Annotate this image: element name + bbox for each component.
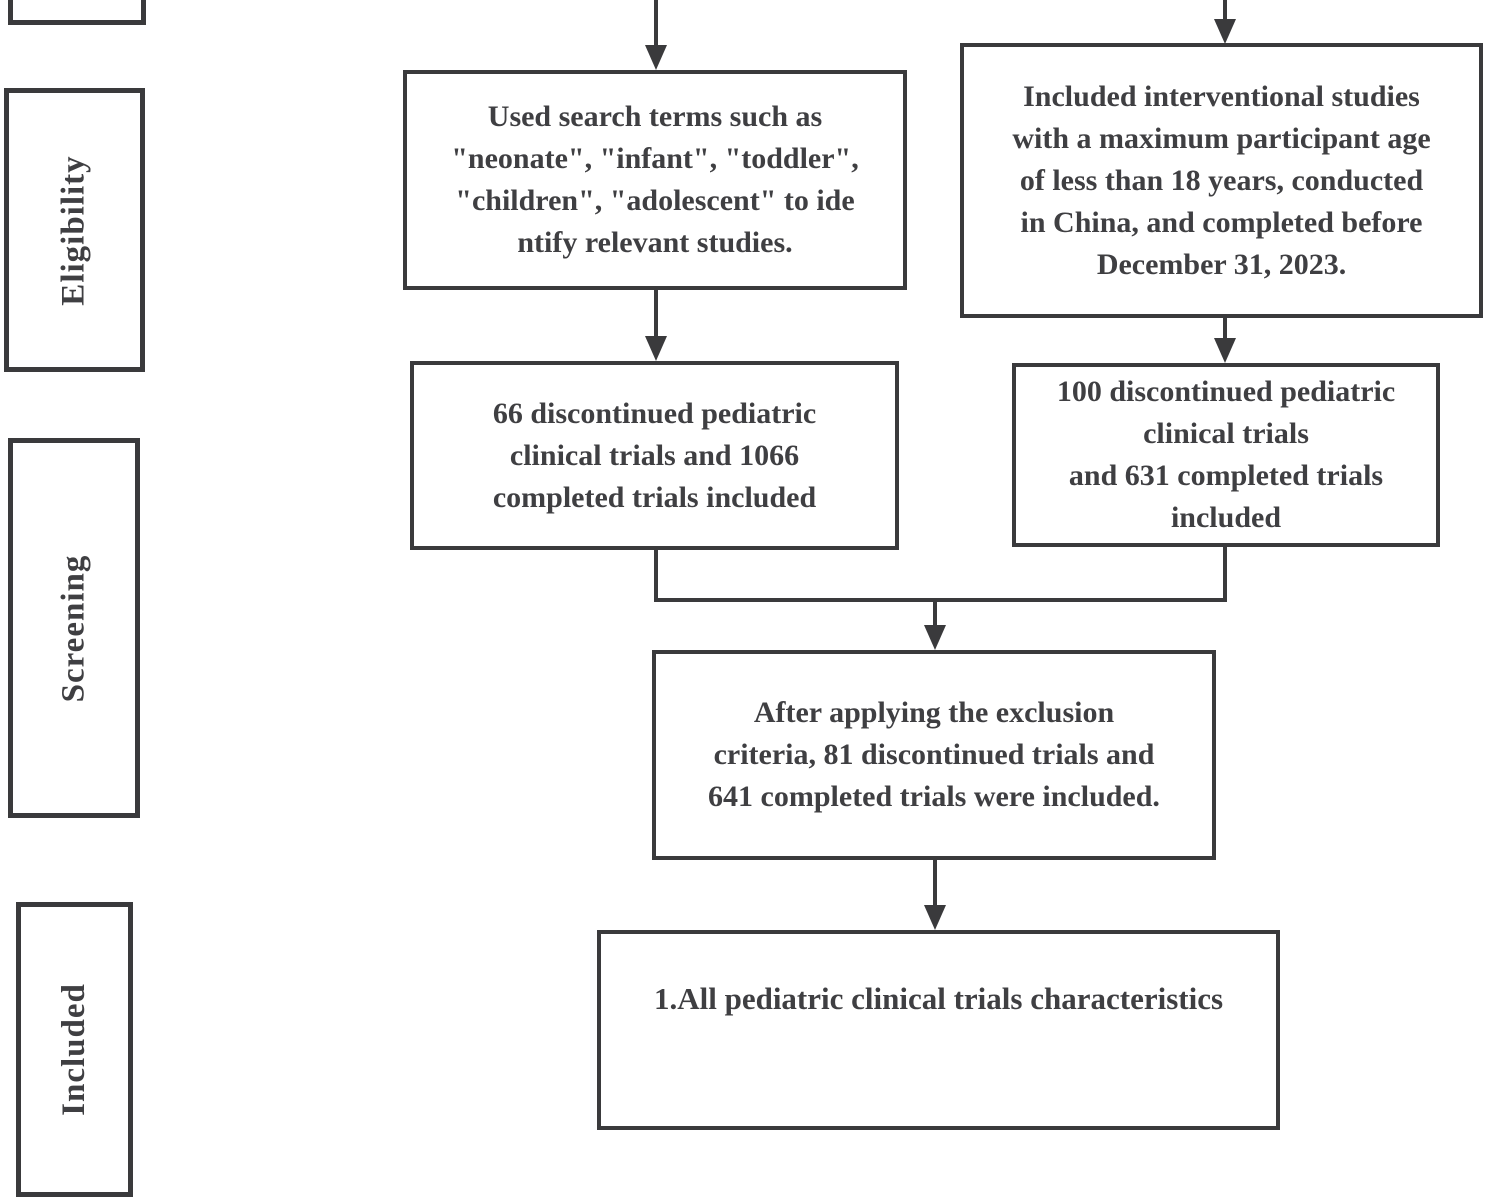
box-platform-results-line: and 631 completed trials	[1068, 459, 1384, 492]
box-platform-results-line: 100 discontinued pediatric	[1056, 375, 1396, 408]
arrowhead-into-search-terms	[645, 45, 667, 70]
box-search-terms-line: "children", "adolescent" to ide	[455, 184, 855, 217]
connector-registry-drop	[654, 548, 658, 602]
box-platform-results-line: clinical trials	[1143, 417, 1309, 450]
box-platform-results-line: included	[1170, 501, 1282, 534]
arrowhead-criteria-to-platform	[1214, 338, 1236, 363]
box-inclusion-criteria	[960, 43, 1483, 318]
arrowhead-exclusion-to-analysis	[924, 905, 946, 930]
box-search-terms-line: ntify relevant studies.	[517, 226, 793, 259]
box-inclusion-criteria-line: Included interventional studies	[1023, 79, 1420, 113]
stage-box-eligibility	[4, 88, 145, 372]
box-inclusion-criteria-line: with a maximum participant age	[1012, 121, 1431, 155]
stage-box-included	[16, 902, 133, 1197]
arrow-line-merge-to-exclusion	[933, 600, 937, 627]
box-after-exclusion-line: After applying the exclusion	[753, 696, 1115, 729]
connector-merge-horizontal	[654, 598, 1227, 602]
box-registry-results	[410, 361, 899, 550]
arrow-line-exclusion-to-analysis	[933, 858, 937, 907]
box-registry-results-line: completed trials included	[492, 480, 817, 514]
stage-label-screening: Screening	[55, 554, 92, 702]
stage-label-included: Included	[56, 983, 92, 1116]
box-analysis-outputs-line: 1.All pediatric clinical trials characteristics	[653, 981, 1224, 1016]
box-analysis-outputs	[597, 930, 1280, 1130]
arrowhead-merge-to-exclusion	[924, 625, 946, 650]
arrow-line-search-to-registry	[654, 289, 658, 339]
box-after-exclusion-line: 641 completed trials were included.	[708, 780, 1160, 813]
box-search-terms	[403, 70, 907, 290]
box-inclusion-criteria-line: in China, and completed before	[1020, 205, 1423, 239]
arrow-line-into-search-terms	[654, 0, 658, 48]
connector-platform-drop	[1223, 545, 1227, 602]
box-inclusion-criteria-line: of less than 18 years, conducted	[1019, 163, 1424, 197]
stage-box-screening	[8, 438, 140, 818]
box-after-exclusion-line: criteria, 81 discontinued trials and	[713, 738, 1155, 771]
box-search-terms-line: Used search terms such as	[487, 100, 823, 133]
box-after-exclusion	[652, 650, 1216, 860]
box-platform-results	[1012, 363, 1440, 547]
arrowhead-into-inclusion-criteria	[1214, 19, 1236, 44]
box-registry-results-line: 66 discontinued pediatric	[492, 396, 817, 430]
stage-box-identification	[8, 0, 146, 25]
box-inclusion-criteria-line: December 31, 2023.	[1096, 247, 1347, 281]
box-search-terms-line: "neonate", "infant", "toddler",	[451, 142, 859, 175]
stage-label-eligibility: Eligibility	[56, 154, 92, 306]
box-registry-results-line: clinical trials and 1066	[509, 438, 800, 472]
arrowhead-search-to-registry	[645, 336, 667, 361]
